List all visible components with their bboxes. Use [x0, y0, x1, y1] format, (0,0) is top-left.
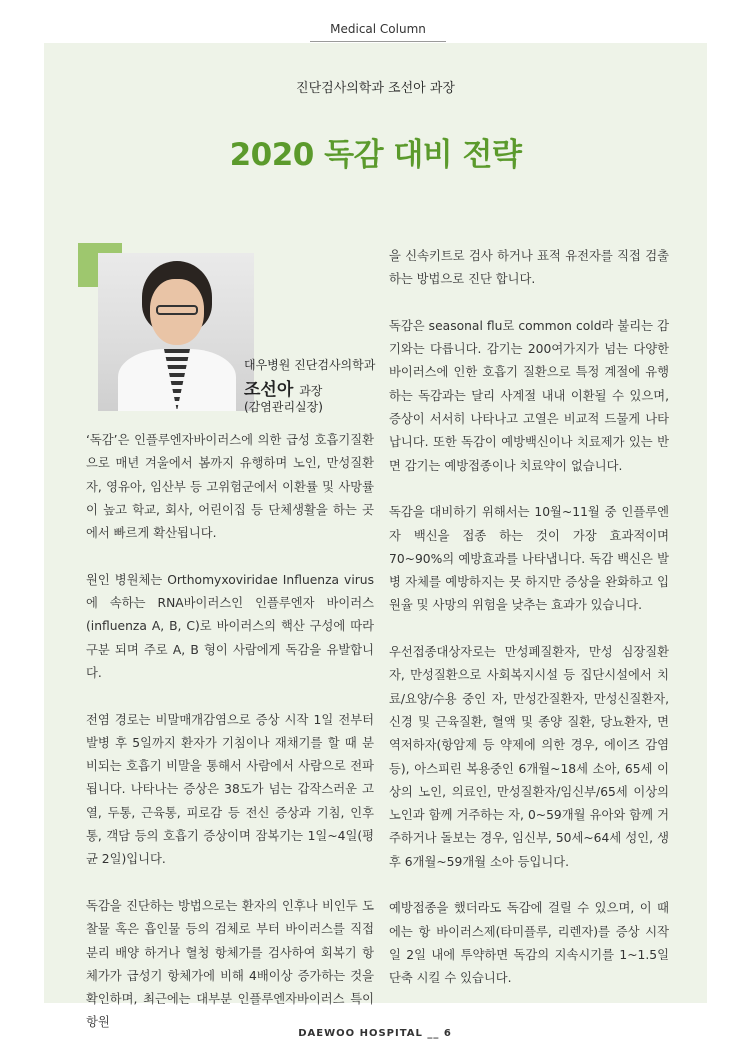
- body-right-column: [389, 245, 669, 991]
- author-photo: [98, 253, 254, 411]
- article-subtitle: 진단검사의학과 조선아 과장: [296, 81, 455, 96]
- author-role: 과장: [299, 384, 323, 398]
- body-paragraph: 예방접종을 했더라도 독감에 걸릴 수 있으며, 이 때에는 항 바이러스제(타미플루, 리렌자)를 증상 시작일 2일 내에 투약하면 독감의 지속시기를 1~1.5일 단축 시킬 수 있습니다.: [389, 901, 669, 986]
- author-name: 조선아: [244, 380, 294, 400]
- author-sub-role: (감염관리실장): [244, 400, 323, 414]
- body-paragraph: 독감은 seasonal flu로 common cold라 불리는 감기와는 다릅니다. 감기는 200여가지가 넘는 다양한 바이러스에 인한 호흡기 질환으로 특정 계절에 유행하는 독감과는 달리 사계절 내내 이환될 수 있으며, 증상이 서서히 나타나고 고열은 비교적 드물게 나타납니다. 또한 독감이 예방백신이나 치료제가 있는 반면 감기는 예방접종이나 치료약이 없습니다.: [389, 318, 669, 473]
- body-paragraph: 을 신속키트로 검사 하거나 표적 유전자를 직접 검출하는 방법으로 진단 합니다.: [389, 249, 669, 287]
- page-footer: DAEWOO HOSPITAL __ 6: [298, 1028, 452, 1039]
- body-paragraph: 독감을 진단하는 방법으로는 환자의 인후나 비인두 도찰물 혹은 흡인물 등의 검체로 부터 바이러스를 직접 분리 배양 하거나 혈청 항체가를 검사하여 회복기 항체가가 급성기 항체가에 비해 4배이상 증가하는 것을 확인하며, 최근에는 대부분 인플루엔자바이러스 특이 항원: [86, 898, 374, 1030]
- section-rule: [310, 41, 446, 42]
- author-department: 대우병원 진단검사의학과: [244, 358, 376, 372]
- article-title: 2020 독감 대비 전략: [229, 137, 522, 173]
- body-paragraph: 우선접종대상자로는 만성폐질환자, 만성 심장질환자, 만성질환으로 사회복지시설 등 집단시설에서 치료/요양/수용 중인 자, 만성간질환자, 만성신질환자, 신경 및 근육질환, 혈액 및 종양 질환, 당뇨환자, 면역저하자(항암제 등 약제에 의한 경우, 에이즈 감염 등), 아스피린 복용중인 6개월~18세 소아, 65세 이상의 노인, 의료인, 만성질환자/임신부/65세 이상의 노인과 함께 거주하는 자, 0~59개월 유아와 함께 거주하거나 돌보는 경우, 임신부, 50세~64세 성인, 생후 6개월~59개월 소아 등입니다.: [389, 645, 669, 869]
- body-paragraph: ‘독감’은 인플루엔자바이러스에 의한 급성 호흡기질환으로 매년 겨울에서 봄까지 유행하며 노인, 만성질환자, 영유아, 임산부 등 고위험군에서 이환률 및 사망률이 높고 학교, 회사, 어린이집 등 단체생활을 하는 곳에서 빠르게 확산됩니다.: [86, 433, 374, 541]
- body-paragraph: 전염 경로는 비말매개감염으로 증상 시작 1일 전부터 발병 후 5일까지 환자가 기침이나 재채기를 할 때 분비되는 호흡기 비말을 통해서 사람에서 사람으로 전파됩니다. 나타나는 증상은 38도가 넘는 갑작스러운 고열, 두통, 근육통, 피로감 등 전신 증상과 기침, 인후 통, 객담 등의 호흡기 증상이며 잠복기는 1일~4일(평균 2일)입니다.: [86, 712, 374, 867]
- body-left-column: [86, 429, 374, 1035]
- author-photo-frame: [78, 243, 230, 413]
- body-paragraph: 독감을 대비하기 위해서는 10월~11월 중 인플루엔자 백신을 접종 하는 것이 가장 효과적이며 70~90%의 예방효과를 나타냅니다. 독감 백신은 발병 자체를 예방하지는 못 하지만 증상을 완화하고 입원율 및 사망의 위험을 낮추는 효과가 있습니다.: [389, 505, 669, 613]
- author-name-line: [244, 375, 322, 400]
- article-panel: [44, 43, 707, 1030]
- section-label: Medical Column: [330, 22, 426, 36]
- body-paragraph: 원인 병원체는 Orthomyxoviridae Influenza virus에 속하는 RNA바이러스인 인플루엔자 바이러스 (influenza A, B, C)로 바이러스의 핵산 구성에 따라 구분 되며 주로 A, B 형이 사람에게 독감을 유발합니다.: [86, 572, 374, 680]
